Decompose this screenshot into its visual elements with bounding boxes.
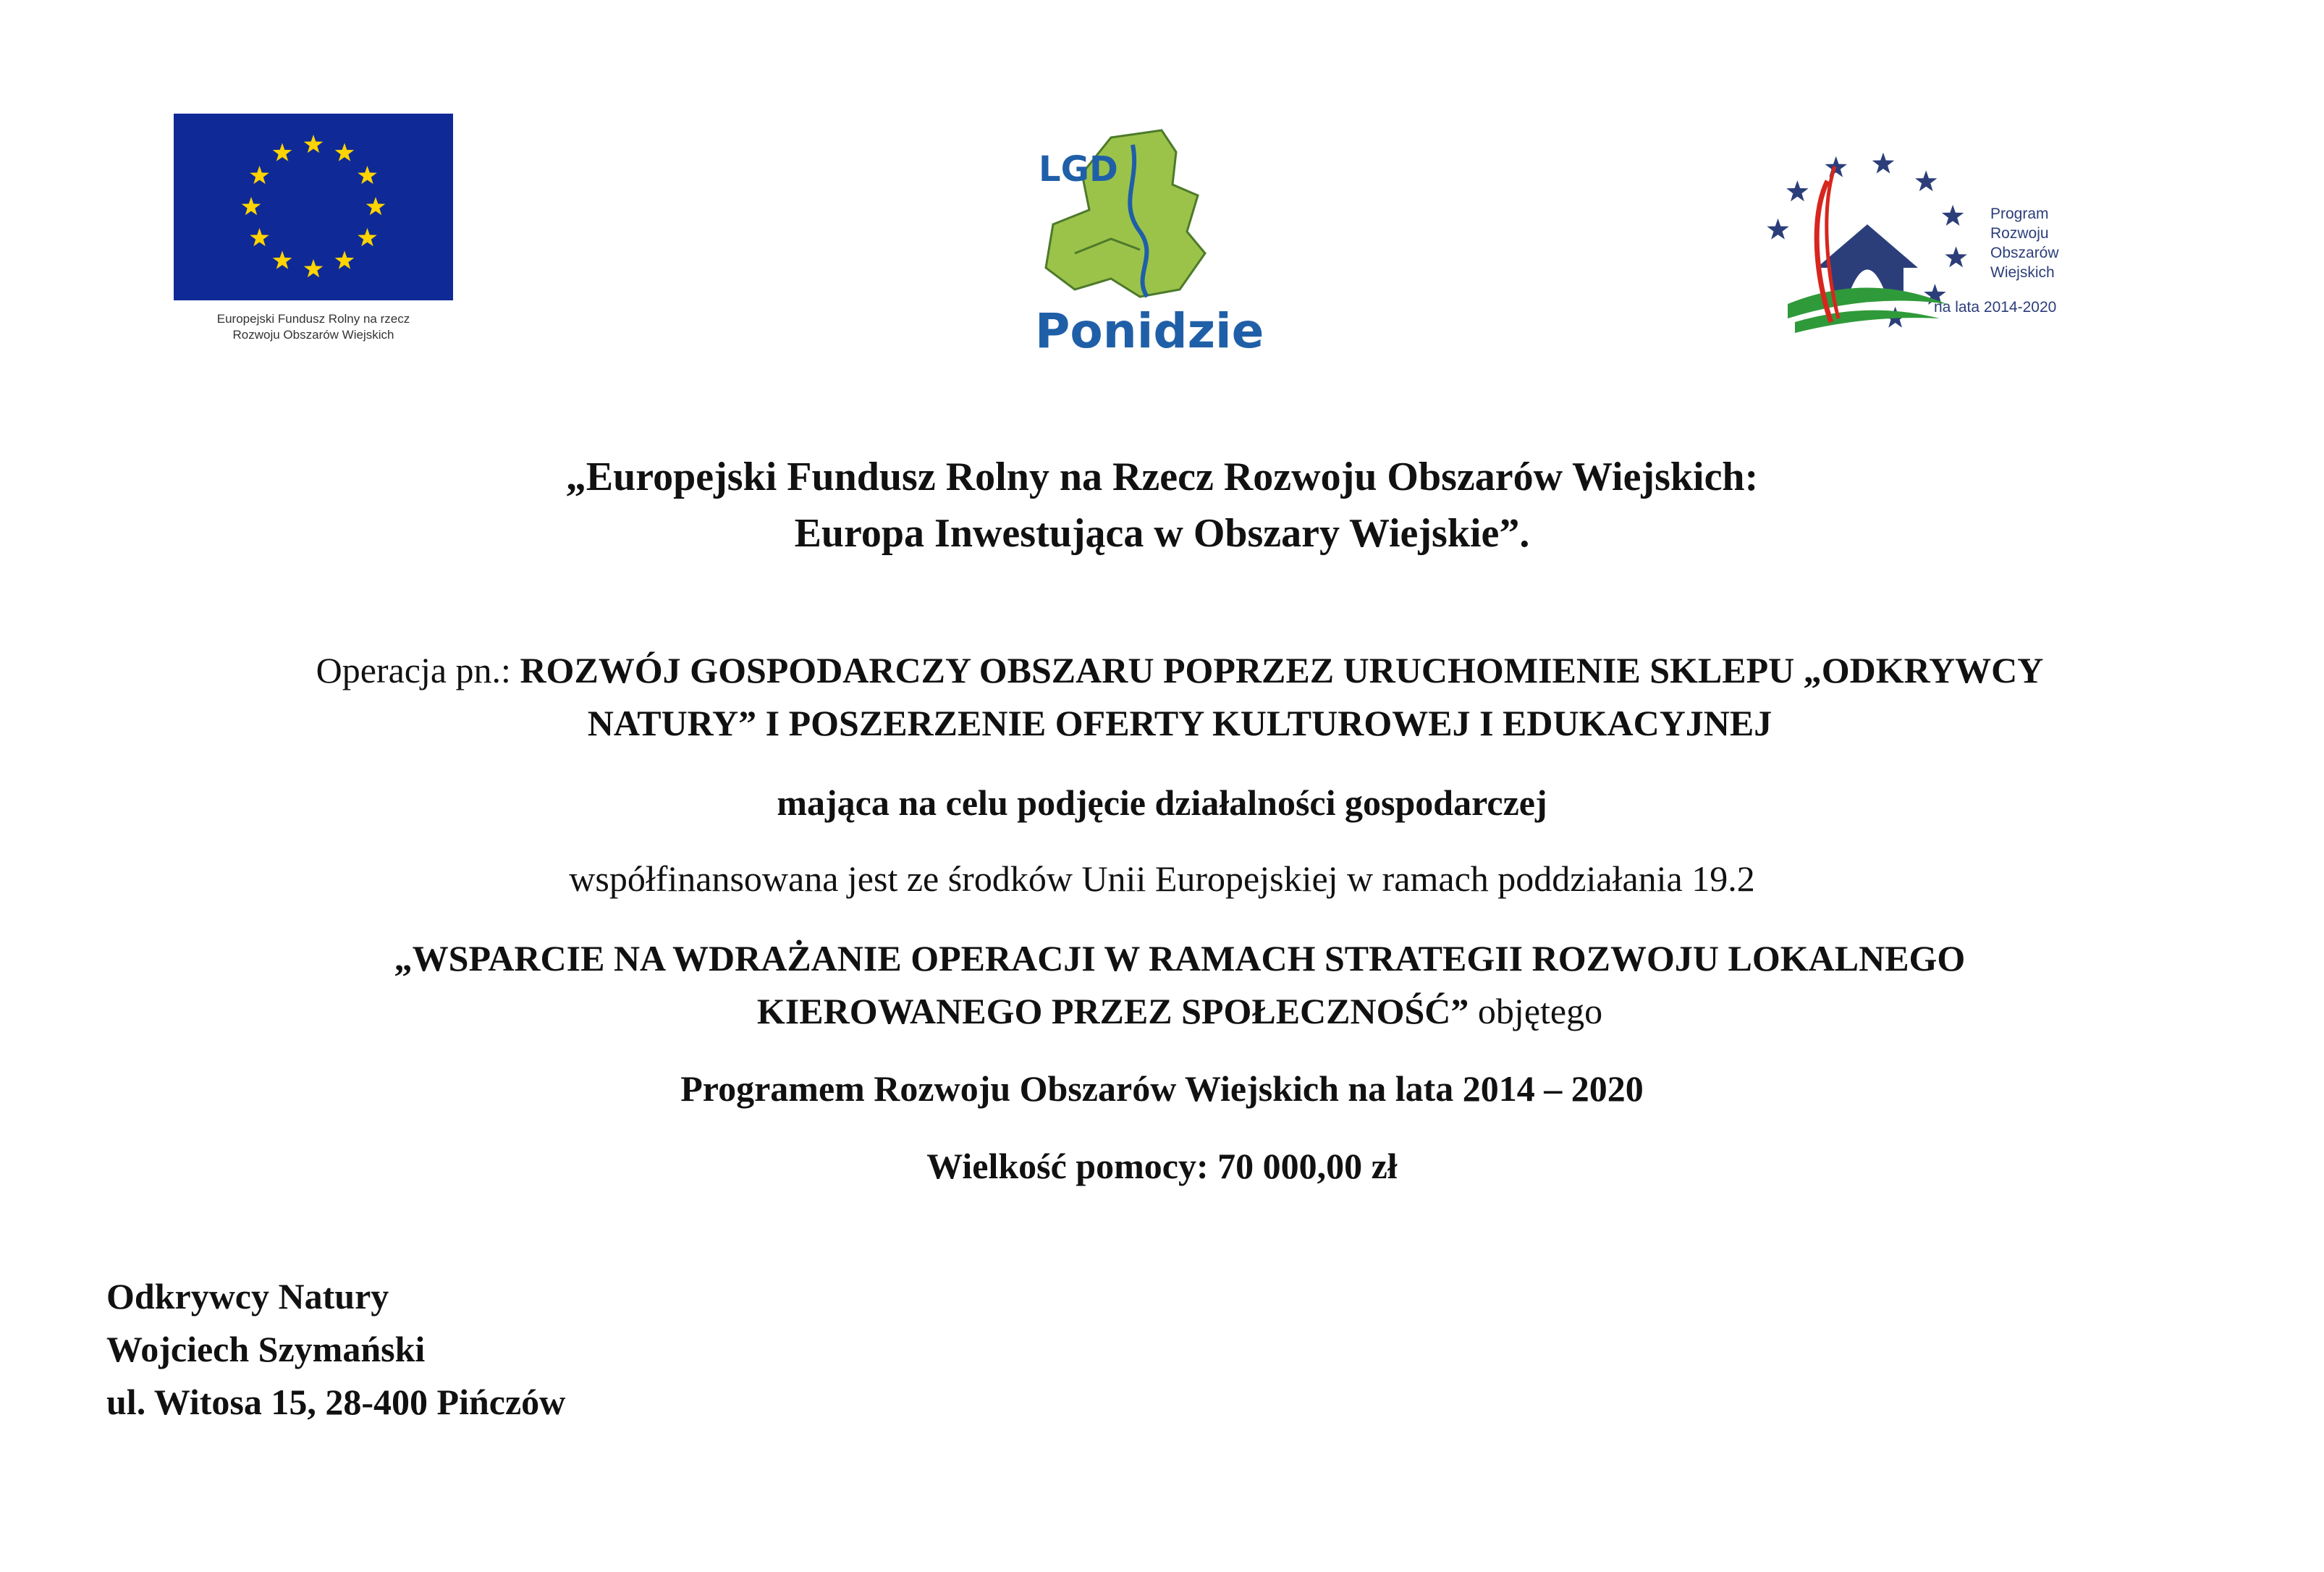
measure-title xyxy=(130,932,2229,1038)
eu-caption-line2: Rozwoju Obszarów Wiejskich xyxy=(232,328,394,342)
operation-line1 xyxy=(130,644,2229,697)
eu-caption-line1: Europejski Fundusz Rolny na rzecz xyxy=(216,312,410,326)
prow-logo-line4: Wiejskich xyxy=(1990,264,2055,281)
prow-star-icon xyxy=(1825,156,1848,177)
lgd-logo-top-text: LGD xyxy=(1039,149,1118,190)
measure-line1: „WSPARCIE NA WDRAŻANIE OPERACJI W RAMACH STRATEGII ROZWOJU LOKALNEGO xyxy=(394,938,1966,979)
cofinancing-statement: współfinansowana jest ze środków Unii Europejskiej w ramach poddziałania 19.2 xyxy=(569,858,1755,899)
lgd-logo-bottom-text: Ponidzie xyxy=(1035,303,1264,359)
eu-fund-caption xyxy=(148,311,478,343)
prow-star-icon xyxy=(1942,205,1964,226)
headline-line1: „Europejski Fundusz Rolny na Rzecz Rozwoju Obszarów Wiejskich: xyxy=(565,455,1759,499)
aid-amount: Wielkość pomocy: 70 000,00 zł xyxy=(926,1146,1398,1186)
prow-star-icon xyxy=(1945,247,1966,268)
prow-star-icon xyxy=(1915,170,1937,191)
eu-flag-logo xyxy=(174,114,453,300)
prow-logo-years: na lata 2014-2020 xyxy=(1934,299,2057,316)
headline xyxy=(0,449,2324,562)
measure-line2 xyxy=(130,985,2229,1038)
prow-logo-line1: Program xyxy=(1990,206,2049,222)
programme-name: Programem Rozwoju Obszarów Wiejskich na lata 2014 – 2020 xyxy=(680,1068,1644,1109)
operation-prefix: Operacja pn.: xyxy=(316,650,520,690)
contact-person: Wojciech Szymański xyxy=(106,1329,426,1369)
prow-logo-text xyxy=(1990,204,2059,282)
operation-title-line2: NATURY” I POSZERZENIE OFERTY KULTUROWEJ I EDUKACYJNEJ xyxy=(587,703,1772,743)
contact-name: Odkrywcy Natury xyxy=(106,1276,389,1317)
measure-line2-rest: objętego xyxy=(1469,991,1603,1031)
operation-title-line1: ROZWÓJ GOSPODARCZY OBSZARU POPRZEZ URUCHOMIENIE SKLEPU „ODKRYWCY xyxy=(520,650,2044,690)
beneficiary-contact xyxy=(106,1270,565,1429)
prow-logo-line2: Rozwoju xyxy=(1990,225,2049,242)
operation-title xyxy=(130,644,2229,750)
measure-line2-bold: KIEROWANEGO PRZEZ SPOŁECZNOŚĆ” xyxy=(756,991,1469,1031)
contact-address: ul. Witosa 15, 28-400 Pińczów xyxy=(106,1382,566,1422)
prow-logo-line3: Obszarów xyxy=(1990,245,2059,261)
lgd-ponidzie-logo xyxy=(1031,116,1264,362)
prow-star-icon xyxy=(1786,180,1808,201)
prow-star-icon xyxy=(1872,153,1894,174)
operation-goal: mająca na celu podjęcie działalności gospodarczej xyxy=(777,782,1547,823)
headline-line2: Europa Inwestująca w Obszary Wiejskie”. xyxy=(794,511,1530,556)
prow-star-icon xyxy=(1767,219,1789,240)
